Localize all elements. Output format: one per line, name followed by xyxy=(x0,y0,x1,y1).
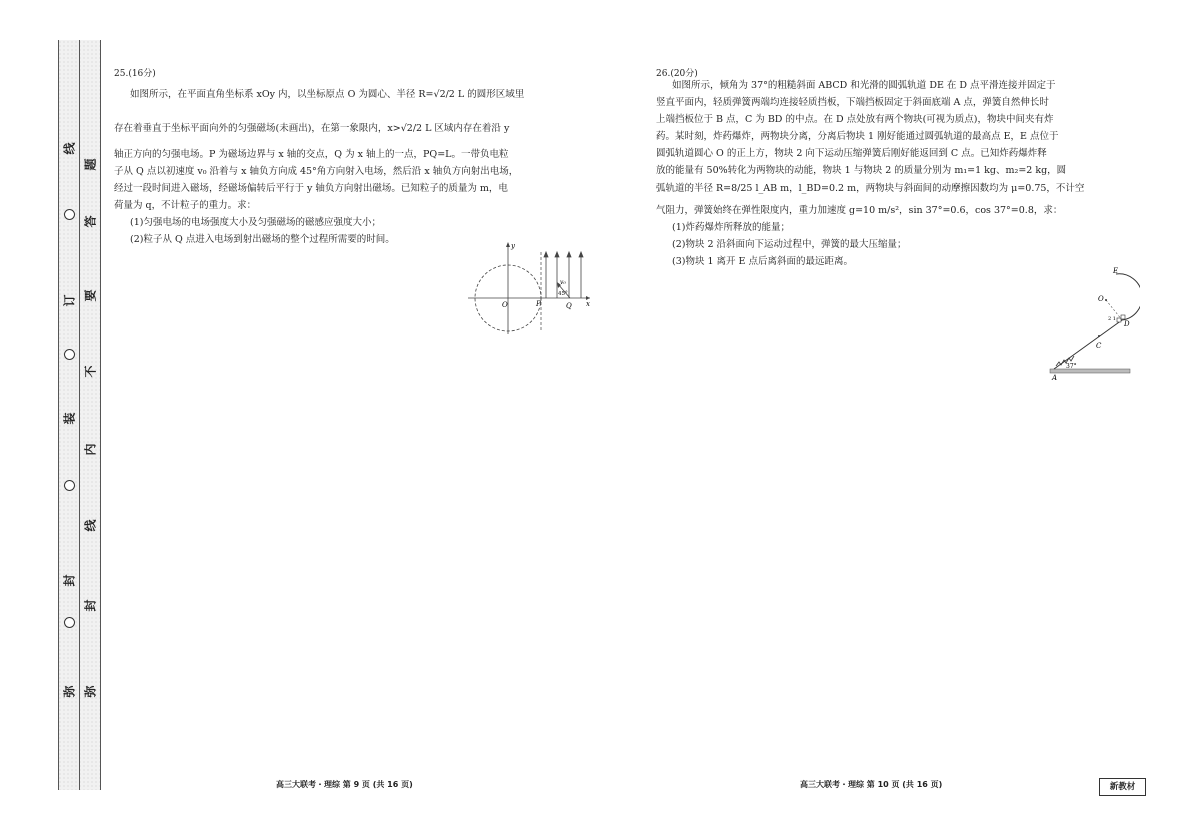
seal-char-xian: 线 xyxy=(62,142,77,155)
label-e: E xyxy=(1113,267,1119,275)
seal-char-mi2: 弥 xyxy=(83,685,98,698)
block-2 xyxy=(1117,318,1121,322)
seal-char-bu: 不 xyxy=(83,365,98,378)
q25-subquestion: (1)匀强电场的电场强度大小及匀强磁场的磁感应强度大小； xyxy=(130,217,381,228)
seal-circle xyxy=(64,617,75,628)
y-axis-arrow xyxy=(506,242,510,247)
q26-line: 气阻力，弹簧始终在弹性限度内，重力加速度 g=10 m/s²，sin 37°=0.6，cos 37°=0.8，求： xyxy=(656,205,1063,216)
q26-line: 竖直平面内，轻质弹簧两端均连接轻质挡板，下端挡板固定于斜面底端 A 点，弹簧自然伸长时 xyxy=(656,97,1049,108)
seal-char-mi: 弥 xyxy=(62,685,77,698)
label-origin: O xyxy=(502,301,508,309)
q26-line: 如图所示，倾角为 37°的粗糙斜面 ABCD 和光滑的圆弧轨道 DE 在 D 点平滑连接并固定于 xyxy=(672,80,1056,91)
q25-line: 存在着垂直于坐标平面向外的匀强磁场(未画出)，在第一象限内，x>√2/2 L 区域内存在着沿 y xyxy=(114,123,510,134)
label-x: x xyxy=(586,300,590,308)
ground xyxy=(1050,369,1130,373)
q26-line: 圆弧轨道圆心 O 的正上方，物块 2 向下运动压缩弹簧后刚好能返回到 C 点。已知炸药爆炸释 xyxy=(656,148,1047,159)
q25-figure xyxy=(462,238,602,338)
label-d: D xyxy=(1124,320,1130,328)
q26-line: 药。某时刻，炸药爆炸，两物块分离，分离后物块 1 刚好能通过圆弧轨道的最高点 E，E 点位于 xyxy=(656,131,1059,142)
q25-heading: 25.(16分) xyxy=(114,69,156,79)
q25-line: 荷量为 q，不计粒子的重力。求： xyxy=(114,200,257,211)
seal-char-nei: 内 xyxy=(83,443,98,456)
block-1 xyxy=(1121,315,1125,319)
q26-line: 放的能量有 50%转化为两物块的动能，物块 1 与物块 2 的质量分别为 m₁=1 kg、m₂=2 kg，圆 xyxy=(656,165,1067,176)
label-q: Q xyxy=(566,302,572,310)
q26-subquestion: (1)炸药爆炸所释放的能量； xyxy=(672,222,790,233)
label-y: y xyxy=(511,242,515,250)
label-c: C xyxy=(1096,342,1102,350)
seal-char-zhuang: 装 xyxy=(62,412,77,425)
q26-subquestion: (2)物块 2 沿斜面向下运动过程中，弹簧的最大压缩量； xyxy=(672,239,907,250)
q26-line: 上端挡板位于 B 点，C 为 BD 的中点。在 D 点处放有两个物块(可视为质点)，物块中间夹有炸 xyxy=(656,114,1054,125)
center-point xyxy=(1105,299,1107,301)
margin-rule xyxy=(58,40,59,790)
seal-char-feng2: 封 xyxy=(83,599,98,612)
label-a: A xyxy=(1052,374,1058,382)
page-footer-right: 高三大联考・理综 第 10 页 (共 16 页) xyxy=(800,780,943,789)
q26-subquestion: (3)物块 1 离开 E 点后离斜面的最远距离。 xyxy=(672,256,854,267)
q26-heading: 26.(20分) xyxy=(656,69,698,79)
label-angle: 37° xyxy=(1066,363,1077,370)
seal-char-xian2: 线 xyxy=(83,519,98,532)
q26-line: 弧轨道的半径 R=8/25 l_AB m，l_BD=0.2 m，两物块与斜面间的动摩擦因数均为 μ=0.75，不计空 xyxy=(656,183,1085,194)
seal-circle xyxy=(64,209,75,220)
seal-char-yao: 要 xyxy=(83,289,98,302)
seal-char-ti: 题 xyxy=(83,158,98,171)
q25-subquestion: (2)粒子从 Q 点进入电场到射出磁场的整个过程所需要的时间。 xyxy=(130,234,395,245)
q25-line: 经过一段时间进入磁场，经磁场偏转后平行于 y 轴负方向射出磁场。已知粒子的质量为 m，电 xyxy=(114,183,508,194)
label-v0: v₀ xyxy=(560,279,566,286)
q25-line: 子从 Q 点以初速度 v₀ 沿着与 x 轴负方向成 45°角方向射入电场，然后沿 x 轴负方向射出电场， xyxy=(114,166,519,177)
q25-line: 如图所示，在平面直角坐标系 xOy 内，以坐标原点 O 为圆心、半径 R=√2/2 L 的圆形区域里 xyxy=(130,89,525,100)
seal-char-da: 答 xyxy=(83,215,98,228)
seal-circle xyxy=(64,480,75,491)
circular-track xyxy=(1116,274,1140,320)
point-c xyxy=(1098,335,1100,337)
incline xyxy=(1054,320,1122,369)
seal-char-ding: 订 xyxy=(62,294,77,307)
seal-circle xyxy=(64,349,75,360)
label-blocks: 2 1 xyxy=(1108,316,1116,322)
margin-rule xyxy=(100,40,101,790)
new-textbook-badge: 新教材 xyxy=(1099,778,1146,796)
q25-line: 轴正方向的匀强电场。P 为磁场边界与 x 轴的交点，Q 为 x 轴上的一点，PQ=L。一带负电粒 xyxy=(114,149,509,160)
label-angle: 45° xyxy=(558,291,568,297)
q26-figure xyxy=(1040,262,1140,384)
seal-char-feng: 封 xyxy=(62,574,77,587)
margin-rule xyxy=(79,40,80,790)
label-o: O xyxy=(1098,295,1104,303)
label-p: P xyxy=(536,300,541,308)
page-footer-left: 高三大联考・理综 第 9 页 (共 16 页) xyxy=(276,780,413,789)
